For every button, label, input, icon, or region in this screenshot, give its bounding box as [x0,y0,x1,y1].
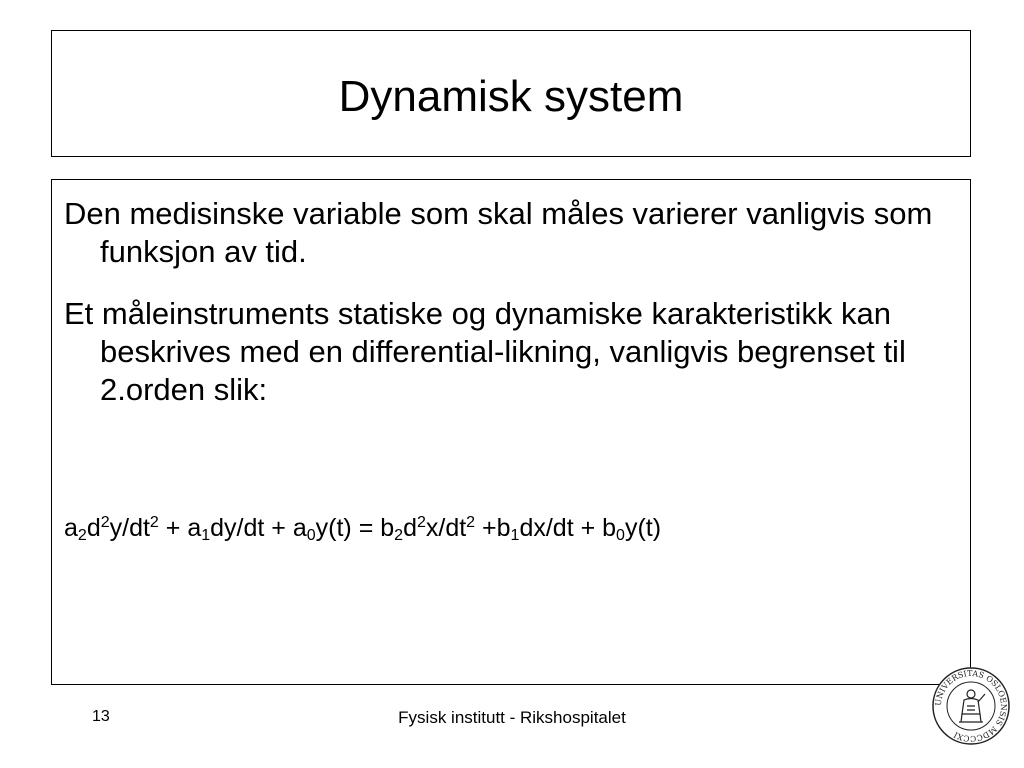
eq-subscript: 2 [77,527,87,544]
university-seal-icon [931,666,1011,746]
eq-superscript: 2 [466,514,476,531]
differential-equation [64,513,661,543]
content-placeholder [51,179,971,685]
body-paragraph-2: Et måleinstruments statiske og dynamiske karakteristikk kan beskrives med en differential-likning, vanligvis begrenset til 2.orden slik: [64,296,906,407]
eq-subscript: 0 [616,527,625,544]
eq-superscript: 2 [149,514,159,531]
eq-text: y(t) = b [315,514,395,542]
eq-text: dy/dt + a [210,514,307,542]
seal-text: UNIVERSITAS OSLOENSIS MDCCCXI [933,668,1009,744]
eq-subscript: 1 [510,527,520,544]
eq-subscript: 2 [394,527,404,544]
eq-text: dx/dt + b [519,514,617,542]
eq-text: a [64,514,78,542]
eq-text: d [86,514,101,542]
body-paragraph-1: Den medisinske variable som skal måles varierer vanligvis som funksjon av tid. [64,196,933,269]
title-placeholder [51,30,971,157]
footer-text: Fysisk institutt - Rikshospitalet [398,708,626,727]
eq-superscript: 2 [416,514,426,531]
eq-text: y(t) [624,514,662,542]
eq-text: +b [475,514,511,542]
slide-title: Dynamisk system [338,72,684,121]
eq-subscript: 1 [201,527,211,544]
eq-superscript: 2 [100,514,110,531]
eq-text: x/dt [425,514,467,542]
eq-text: + a [158,514,202,542]
eq-text: d [403,514,417,542]
eq-subscript: 0 [306,527,316,544]
eq-text: y/dt [109,514,150,542]
slide-number: 13 [92,708,110,725]
